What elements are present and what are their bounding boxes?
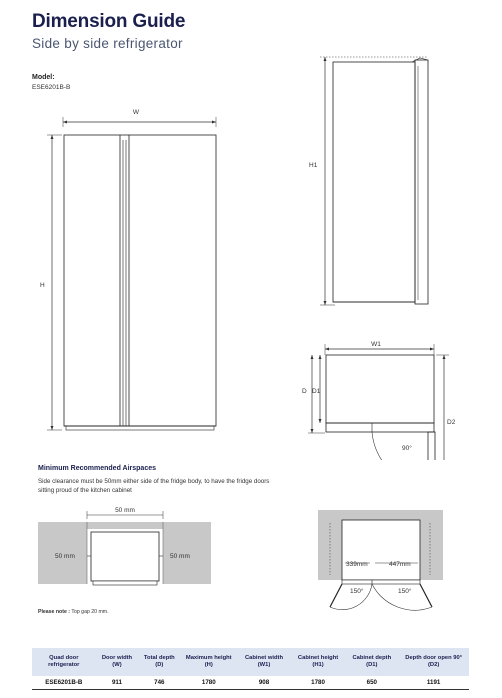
front-height-label: H [40,282,45,289]
top-depth-label: D [302,388,307,395]
table-header: Maximum height (H) [180,648,237,676]
table-cell: ESE6201B-B [32,676,96,690]
model-value: ESE6201B-B [32,84,71,91]
table-cell: 1780 [180,676,237,690]
table-header-row [32,648,469,676]
top-cabinet [326,355,434,423]
table-header: Total depth (D) [138,648,180,676]
front-left-door [64,135,216,426]
top-open-door [428,432,435,460]
front-width-label: W [132,109,140,116]
door-swing-diagram [0,505,502,615]
spec-table [32,648,469,690]
table-row [32,676,469,690]
table-header: Cabinet depth (D1) [345,648,398,676]
page-title: Dimension Guide [32,11,186,32]
table-cell: 1780 [291,676,346,690]
table-header: Quad door refrigerator [32,648,96,676]
swing-fridge [342,520,420,580]
top-angle-label: 90° [402,445,412,452]
note-text: Top gap 20 mm. [71,609,109,615]
right-gap-label: 50 mm [170,553,190,560]
right-door-width-label: 447mm [389,561,411,568]
top-depth-open-label: D2 [447,419,456,426]
left-gap-label: 50 mm [55,553,75,560]
side-cabinet [333,62,415,302]
airspaces-title: Minimum Recommended Airspaces [38,465,156,472]
table-header: Door width (W) [96,648,139,676]
model-label: Model: [32,74,55,81]
right-door-angle-label: 150° [398,588,412,595]
left-door-angle-label: 150° [350,588,364,595]
table-header: Cabinet width (W1) [237,648,291,676]
top-gap-label: 50 mm [115,507,135,514]
table-cell: 908 [237,676,291,690]
table-cell: 1191 [398,676,469,690]
top-depth-inner-label: D1 [312,388,321,395]
table-header: Depth door open 90° (D2) [398,648,469,676]
side-height-label: H1 [309,162,318,169]
side-door [415,60,428,304]
note-label: Please note : [38,609,71,615]
table-cell: 650 [345,676,398,690]
left-door-width-label: 339mm [346,561,368,568]
airspaces-text: Side clearance must be 50mm either side of the fridge body, to have the fridge doors sitting proud of the kitchen cabinet [38,478,270,494]
page-subtitle: Side by side refrigerator [32,36,183,51]
table-cell: 911 [96,676,139,690]
table-header: Cabinet height (H1) [291,648,346,676]
top-width-label: W1 [371,341,381,348]
table-cell: 746 [138,676,180,690]
